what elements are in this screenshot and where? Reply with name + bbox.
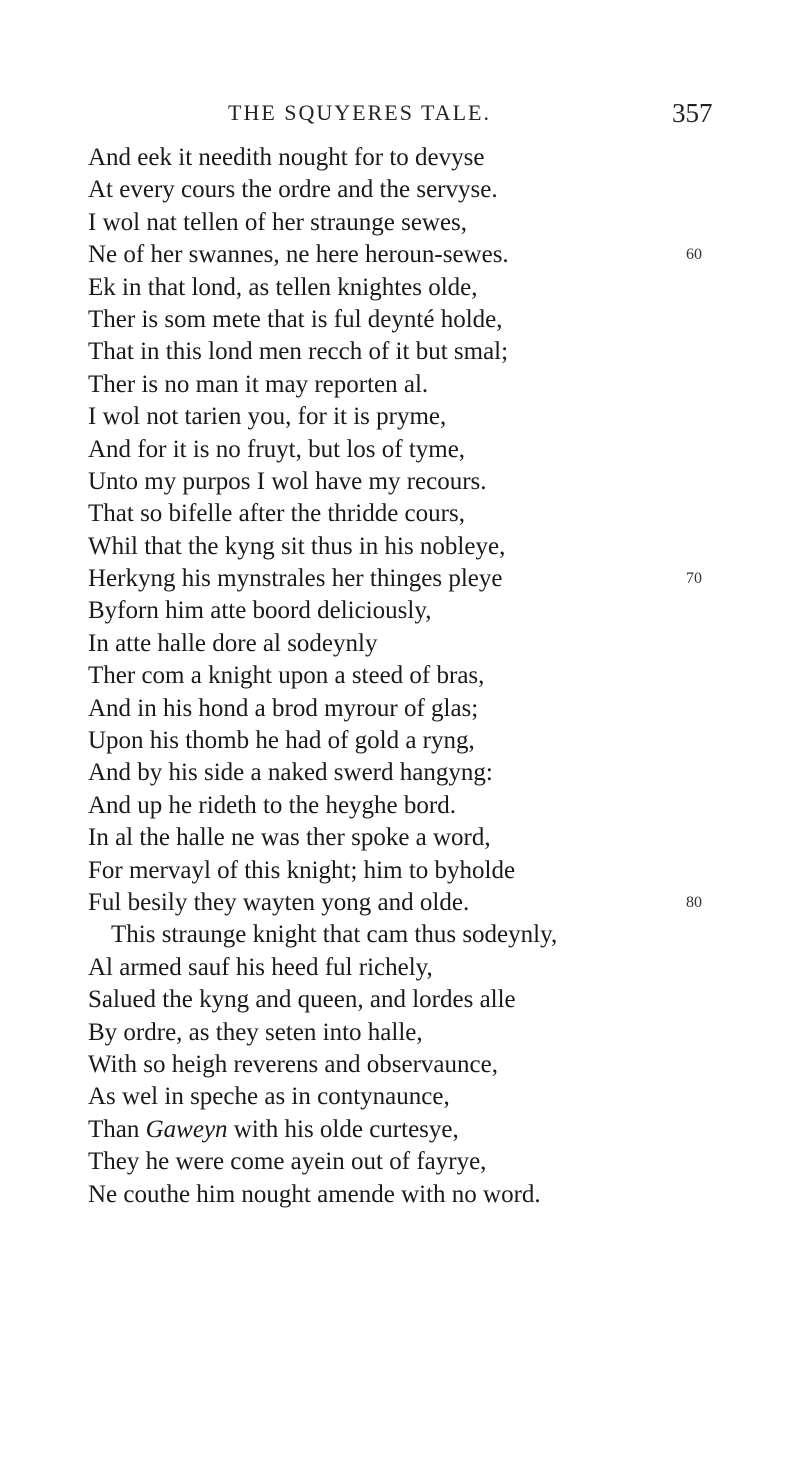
verse-text: For mervayl of this knight; him to byholde xyxy=(88,856,516,884)
verse-line xyxy=(0,1081,800,1113)
verse-text: And by his side a naked swerd hangyng: xyxy=(88,759,493,787)
verse-text: And in his hond a brod myrour of glas; xyxy=(88,694,479,722)
verse-text: Salued the kyng and queen, and lordes alle xyxy=(88,986,516,1014)
verse-line xyxy=(0,336,800,368)
poem-text xyxy=(0,142,800,1211)
verse-text: Ful besily they wayten yong and olde. xyxy=(88,888,470,916)
verse-line xyxy=(0,595,800,627)
verse-text: Upon his thomb he had of gold a ryng, xyxy=(88,727,475,755)
verse-line xyxy=(0,434,800,466)
verse-text: That in this lond men recch of it but smal; xyxy=(88,338,509,366)
verse-text: Unto my purpos I wol have my recours. xyxy=(88,467,487,495)
verse-line xyxy=(0,1114,800,1146)
verse-line xyxy=(0,725,800,757)
line-number: 60 xyxy=(686,246,702,264)
italic-name: Gaweyn xyxy=(145,1115,228,1143)
verse-line xyxy=(0,466,800,498)
verse-text: That so bifelle after the thridde cours, xyxy=(88,500,465,528)
verse-text-before: Than xyxy=(88,1115,146,1143)
verse-text: Ther com a knight upon a steed of bras, xyxy=(88,662,485,690)
verse-text: Ek in that lond, as tellen knightes olde, xyxy=(88,273,478,301)
verse-text: Ther is som mete that is ful deynté holde, xyxy=(88,305,503,333)
verse-line xyxy=(0,952,800,984)
verse-line xyxy=(0,1146,800,1178)
verse-text: I wol not tarien you, for it is pryme, xyxy=(88,403,447,431)
verse-text: By ordre, as they seten into halle, xyxy=(88,1018,423,1046)
verse-text: Herkyng his mynstrales her thinges pleye xyxy=(88,565,503,593)
line-number: 70 xyxy=(686,570,702,588)
verse-text: As wel in speche as in contynaunce, xyxy=(88,1083,450,1111)
verse-line xyxy=(0,239,800,271)
verse-line xyxy=(0,822,800,854)
verse-text: I wol nat tellen of her straunge sewes, xyxy=(88,208,468,236)
verse-line xyxy=(0,790,800,822)
verse-line xyxy=(0,628,800,660)
verse-line xyxy=(0,304,800,336)
verse-text: Ther is no man it may reporten al. xyxy=(88,370,429,398)
verse-line xyxy=(0,401,800,433)
verse-line xyxy=(0,887,800,919)
verse-line xyxy=(0,1049,800,1081)
verse-line xyxy=(0,369,800,401)
verse-line xyxy=(0,855,800,887)
verse-line xyxy=(0,563,800,595)
page-number: 357 xyxy=(672,98,713,128)
verse-text: And for it is no fruyt, but los of tyme, xyxy=(88,435,466,463)
verse-line xyxy=(0,757,800,789)
verse-text: Whil that the kyng sit thus in his nobleye, xyxy=(88,532,506,560)
verse-text: And up he rideth to the heyghe bord. xyxy=(88,791,456,819)
verse-text: This straunge knight that cam thus sodeynly, xyxy=(111,921,558,949)
verse-line xyxy=(0,693,800,725)
verse-text-after: with his olde curtesye, xyxy=(227,1115,459,1143)
verse-text: Ne of her swannes, ne here heroun-sewes. xyxy=(88,241,509,269)
verse-line xyxy=(0,531,800,563)
verse-text: In atte halle dore al sodeynly xyxy=(88,629,378,657)
verse-text: In al the halle ne was ther spoke a word, xyxy=(88,824,491,852)
line-number: 80 xyxy=(686,893,702,911)
verse-text: At every cours the ordre and the servyse. xyxy=(88,176,498,204)
verse-text: They he were come ayein out of fayrye, xyxy=(88,1148,487,1176)
verse-line xyxy=(0,984,800,1016)
verse-text: With so heigh reverens and observaunce, xyxy=(88,1050,498,1078)
verse-line xyxy=(0,174,800,206)
verse-line xyxy=(0,272,800,304)
verse-line xyxy=(0,142,800,174)
verse-line xyxy=(0,498,800,530)
verse-text: And eek it needith nought for to devyse xyxy=(88,144,485,171)
verse-text xyxy=(88,1114,459,1146)
verse-line xyxy=(0,1017,800,1049)
running-title: THE SQUYERES TALE. xyxy=(228,100,491,125)
verse-line-indented xyxy=(0,919,800,951)
verse-line xyxy=(0,207,800,239)
verse-line xyxy=(0,1179,800,1211)
verse-text: Ne couthe him nought amende with no word. xyxy=(88,1180,541,1208)
verse-text: Byforn him atte boord deliciously, xyxy=(88,597,432,625)
verse-text: Al armed sauf his heed ful richely, xyxy=(88,953,433,981)
verse-line xyxy=(0,660,800,692)
